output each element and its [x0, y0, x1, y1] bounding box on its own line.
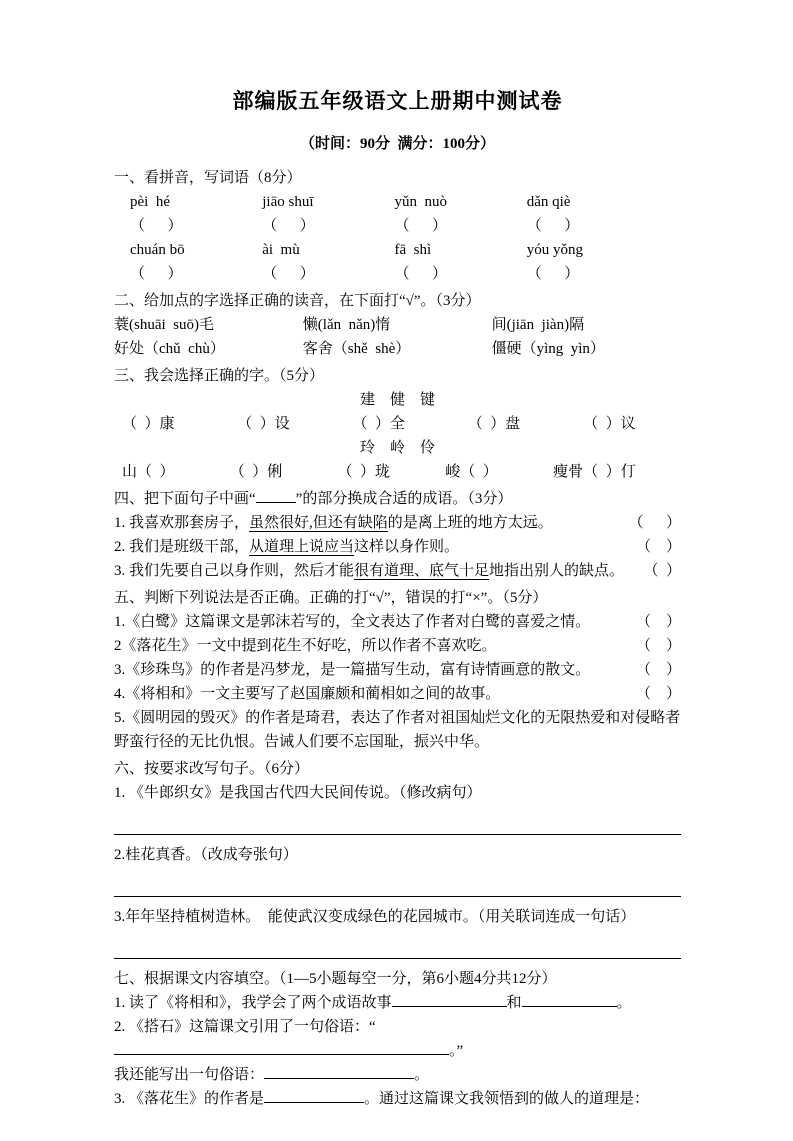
answer-paren[interactable]: （ ） — [635, 662, 681, 678]
question-text — [114, 559, 643, 583]
pronunciation-row-1 — [114, 313, 681, 337]
answer-paren[interactable]: （ ） — [635, 686, 681, 702]
answer-paren[interactable]: （ ） — [394, 266, 447, 282]
page-title: 部编版五年级语文上册期中测试卷 — [232, 90, 563, 113]
question-text: 4.《将相和》一文主要写了赵国廉颇和蔺相如之间的故事。 — [114, 686, 501, 702]
text-segment: 1. 我喜欢那套房子， — [114, 515, 250, 531]
text-segment: 的是离上班的地方太远。 — [387, 515, 553, 531]
question-item-3 — [114, 559, 681, 583]
answer-paren-row-2 — [114, 262, 681, 286]
question-text: 5.《圆明园的毁灭》的作者是琦君，表达了作者对祖国灿烂文化的无限热爱和对侵略者野蛮行径的无比仇恨。告诫人们要不忘国耻，振兴中华。 — [114, 710, 681, 750]
answer-line[interactable] — [114, 805, 681, 835]
fill-question-1 — [114, 991, 681, 1015]
rewrite-item-2: 2.桂花真香。（改成夸张句） — [114, 847, 298, 863]
question-text — [114, 535, 636, 559]
underlined-segment: 很有道理、底气十足 — [354, 563, 490, 579]
text-segment: 我还能写出一句俗语： — [114, 1067, 265, 1083]
fill-character-row-1 — [114, 412, 636, 436]
question-text: 3.《珍珠鸟》的作者是冯梦龙，是一篇描写生动，富有诗情画意的散文。 — [114, 662, 591, 678]
pinyin-item: pèi hé — [130, 194, 170, 210]
question-item-1 — [114, 511, 681, 535]
answer-paren[interactable]: （ ） — [635, 614, 681, 630]
answer-blank[interactable] — [114, 1040, 449, 1055]
answer-paren[interactable]: （ ） — [526, 266, 580, 282]
question-item-2 — [114, 535, 681, 559]
rewrite-item-3: 3.年年坚持植树造林。 能使武汉变成绿色的花园城市。（用关联词连成一句话） — [114, 909, 636, 925]
pinyin-item: yóu yǒng — [526, 242, 583, 258]
answer-paren[interactable]: （ ） — [262, 218, 315, 234]
fill-character-item[interactable]: （ ）康 — [122, 416, 175, 432]
judgement-item-1 — [114, 610, 681, 634]
fill-character-item[interactable]: （ ）盘 — [467, 416, 521, 432]
pronunciation-item: 蓑(shuāi suō)毛 — [114, 317, 214, 333]
text-segment: 2. 我们是班级干部， — [114, 539, 250, 555]
answer-paren[interactable]: （ ） — [635, 539, 681, 555]
answer-paren[interactable]: （ ） — [526, 218, 580, 234]
judgement-item-4 — [114, 682, 681, 706]
answer-paren[interactable]: （ ） — [635, 638, 681, 654]
candidate-characters-row-2: 玲 岭 伶 — [359, 440, 435, 456]
pinyin-row-1 — [114, 190, 681, 214]
pronunciation-row-2 — [114, 337, 681, 361]
answer-paren-row-1 — [114, 214, 681, 238]
pronunciation-item: 间(jiān jiàn)隔 — [491, 317, 585, 333]
pronunciation-item: 好处（chǔ chù） — [114, 341, 225, 357]
section-pinyin-words — [114, 166, 681, 286]
fill-question-3 — [114, 1087, 681, 1111]
answer-blank[interactable] — [264, 1088, 364, 1103]
pinyin-item: fā shì — [394, 242, 432, 258]
answer-paren[interactable]: （ ） — [643, 563, 681, 579]
section-choose-character — [114, 364, 681, 484]
section-1-heading: 一、看拼音，写词语（8分） — [114, 170, 302, 186]
answer-paren[interactable]: （ ） — [130, 266, 183, 282]
section-6-heading: 六、按要求改写句子。（6分） — [114, 761, 310, 777]
answer-blank[interactable] — [264, 1064, 414, 1079]
text-segment: 。” — [449, 1043, 464, 1059]
text-segment: 。 — [616, 995, 632, 1011]
text-segment: 2. 《搭石》这篇课文引用了一句俗语：“ — [114, 1019, 376, 1035]
fill-character-row-2 — [114, 460, 636, 484]
answer-paren[interactable]: （ ） — [130, 218, 183, 234]
fill-character-item[interactable]: 峻（ ） — [445, 464, 498, 480]
fill-character-item[interactable]: （ ）俐 — [229, 464, 283, 480]
text-segment: 和 — [506, 995, 522, 1011]
fill-character-item[interactable]: （ ）设 — [237, 416, 290, 432]
pinyin-item: yǔn nuò — [394, 194, 447, 210]
answer-paren[interactable]: （ ） — [628, 515, 681, 531]
section-4-heading — [114, 487, 681, 511]
fill-question-2b — [114, 1063, 681, 1087]
section-3-heading: 三、我会选择正确的字。（5分） — [114, 368, 325, 384]
section-fill-in-blanks — [114, 967, 681, 1111]
underlined-segment: 从道理上说应当 — [249, 539, 355, 555]
text-segment: 。通过这篇课文我领悟到的做人的道理是： — [364, 1091, 650, 1107]
answer-blank[interactable] — [522, 992, 617, 1007]
fill-character-item[interactable]: 山（ ） — [122, 464, 175, 480]
fill-character-item[interactable]: （ ）议 — [583, 416, 636, 432]
pronunciation-item: 懒(lǎn nǎn)惰 — [302, 317, 391, 333]
section-rewrite-sentences — [114, 757, 681, 959]
fill-question-2 — [114, 1015, 681, 1063]
question-text: 2《落花生》一文中提到花生不好吃，所以作者不喜欢吃。 — [114, 638, 497, 654]
question-text: 1.《白鹭》这篇课文是郭沫若写的，全文表达了作者对白鹭的喜爱之情。 — [114, 614, 591, 630]
answer-paren[interactable]: （ ） — [394, 218, 447, 234]
text-segment: 地指出别人的缺点。 — [489, 563, 625, 579]
judgement-item-3 — [114, 658, 681, 682]
rewrite-item-1: 1. 《牛郎织女》是我国古代四大民间传说。（修改病句） — [114, 785, 482, 801]
section-replace-with-idiom — [114, 487, 681, 583]
section-2-heading: 二、给加点的字选择正确的读音，在下面打“√”。（3分） — [114, 293, 481, 309]
pinyin-item: dǎn qiè — [526, 194, 571, 210]
section-true-false — [114, 586, 681, 754]
answer-blank[interactable] — [392, 992, 507, 1007]
section-7-heading: 七、根据课文内容填空。（1—5小题每空一分，第6小题4分共12分） — [114, 971, 557, 987]
fill-character-item[interactable]: （ ）全 — [352, 416, 406, 432]
answer-line[interactable] — [114, 929, 681, 959]
judgement-item-2 — [114, 634, 681, 658]
pinyin-item: chuán bō — [130, 242, 185, 258]
pinyin-item: ài mù — [262, 242, 300, 258]
pronunciation-item: 僵硬（yìng yìn） — [491, 341, 605, 357]
pronunciation-item: 客舍（shě shè） — [302, 341, 411, 357]
answer-blank — [256, 488, 296, 503]
candidate-characters-row-1: 建 健 键 — [359, 392, 435, 408]
text-segment: 。 — [414, 1067, 430, 1083]
judgement-item-5 — [114, 706, 681, 754]
answer-line[interactable] — [114, 867, 681, 897]
text-segment: 3. 《落花生》的作者是 — [114, 1091, 265, 1107]
fill-character-item[interactable]: （ ）珑 — [337, 464, 391, 480]
section-5-heading: 五、判断下列说法是否正确。正确的打“√”，错误的打“×”。（5分） — [114, 590, 548, 606]
exam-meta: （时间：90分 满分：100分） — [299, 136, 495, 152]
text-segment: 四、把下面句子中画“ — [114, 491, 256, 507]
text-segment: 1. 读了《将相和》，我学会了两个成语故事 — [114, 995, 392, 1011]
question-text — [114, 511, 628, 535]
pinyin-item: jiāo shuī — [262, 194, 314, 210]
pinyin-row-2 — [114, 238, 681, 262]
answer-paren[interactable]: （ ） — [262, 266, 315, 282]
section-choose-pronunciation — [114, 289, 681, 361]
underlined-segment: 虽然很好,但还有缺陷 — [249, 515, 388, 531]
text-segment: 3. 我们先要自己以身作则，然后才能 — [114, 563, 355, 579]
text-segment: ”的部分换成合适的成语。（3分） — [295, 491, 513, 507]
text-segment: 这样以身作则。 — [354, 539, 460, 555]
fill-character-item[interactable]: 瘦骨（ ）仃 — [553, 464, 636, 480]
